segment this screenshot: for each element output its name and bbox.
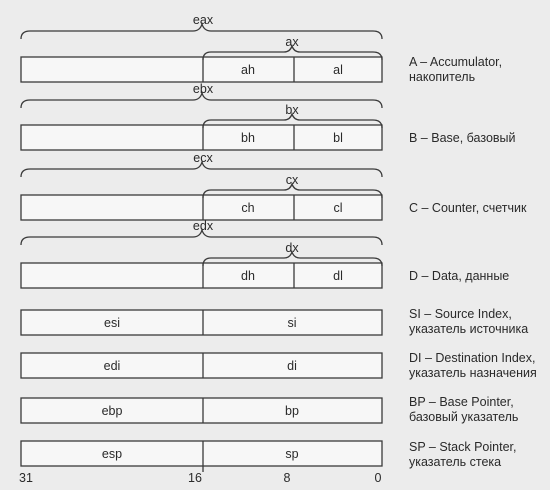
label-bl: bl: [333, 131, 343, 145]
label-cl: cl: [333, 201, 343, 215]
register-edx-box: [21, 263, 382, 288]
desc-esi: SI – Source Index, указатель источника: [409, 307, 529, 336]
label-ax: ax: [285, 35, 299, 49]
label-dl: dl: [333, 269, 343, 283]
label-bp: bp: [285, 404, 299, 418]
label-bx: bx: [285, 103, 299, 117]
register-ebp-box: [21, 398, 382, 423]
label-esi: esi: [104, 316, 120, 330]
label-sp: sp: [285, 447, 299, 461]
label-esp: esp: [101, 447, 123, 461]
desc-edx: D – Data, данные: [409, 269, 510, 283]
label-al: al: [333, 63, 343, 77]
label-bh: bh: [241, 131, 255, 145]
label-dx: dx: [285, 241, 299, 255]
desc-edi: DI – Destination Index, указатель назначения: [409, 351, 537, 380]
register-edi-box: [21, 353, 382, 378]
desc-ecx: C – Counter, счетчик: [409, 201, 527, 215]
register-ebx-box: [21, 125, 382, 150]
label-ecx: ecx: [193, 151, 213, 165]
label-ah: ah: [241, 63, 255, 77]
label-edi: edi: [103, 359, 121, 373]
label-edx: edx: [192, 219, 214, 233]
label-ebp: ebp: [101, 404, 123, 418]
register-ecx-box: [21, 195, 382, 220]
desc-esp: SP – Stack Pointer, указатель стека: [409, 440, 517, 469]
desc-ebp: BP – Base Pointer, базовый указатель: [409, 395, 519, 424]
register-esi-box: [21, 310, 382, 335]
desc-eax: A – Accumulator, накопитель: [409, 55, 503, 84]
bit-label-0: 0: [374, 471, 382, 485]
register-esp-box: [21, 441, 382, 472]
label-ebx: ebx: [192, 82, 214, 96]
label-cx: cx: [285, 173, 299, 187]
bit-label-16: 16: [188, 471, 202, 485]
label-eax: eax: [192, 13, 214, 27]
label-dh: dh: [241, 269, 255, 283]
label-di: di: [287, 359, 297, 373]
register-eax-box: [21, 57, 382, 82]
desc-ebx: B – Base, базовый: [409, 131, 516, 145]
label-si: si: [287, 316, 297, 330]
bit-label-8: 8: [283, 471, 291, 485]
bit-label-31: 31: [19, 471, 33, 485]
label-ch: ch: [241, 201, 255, 215]
